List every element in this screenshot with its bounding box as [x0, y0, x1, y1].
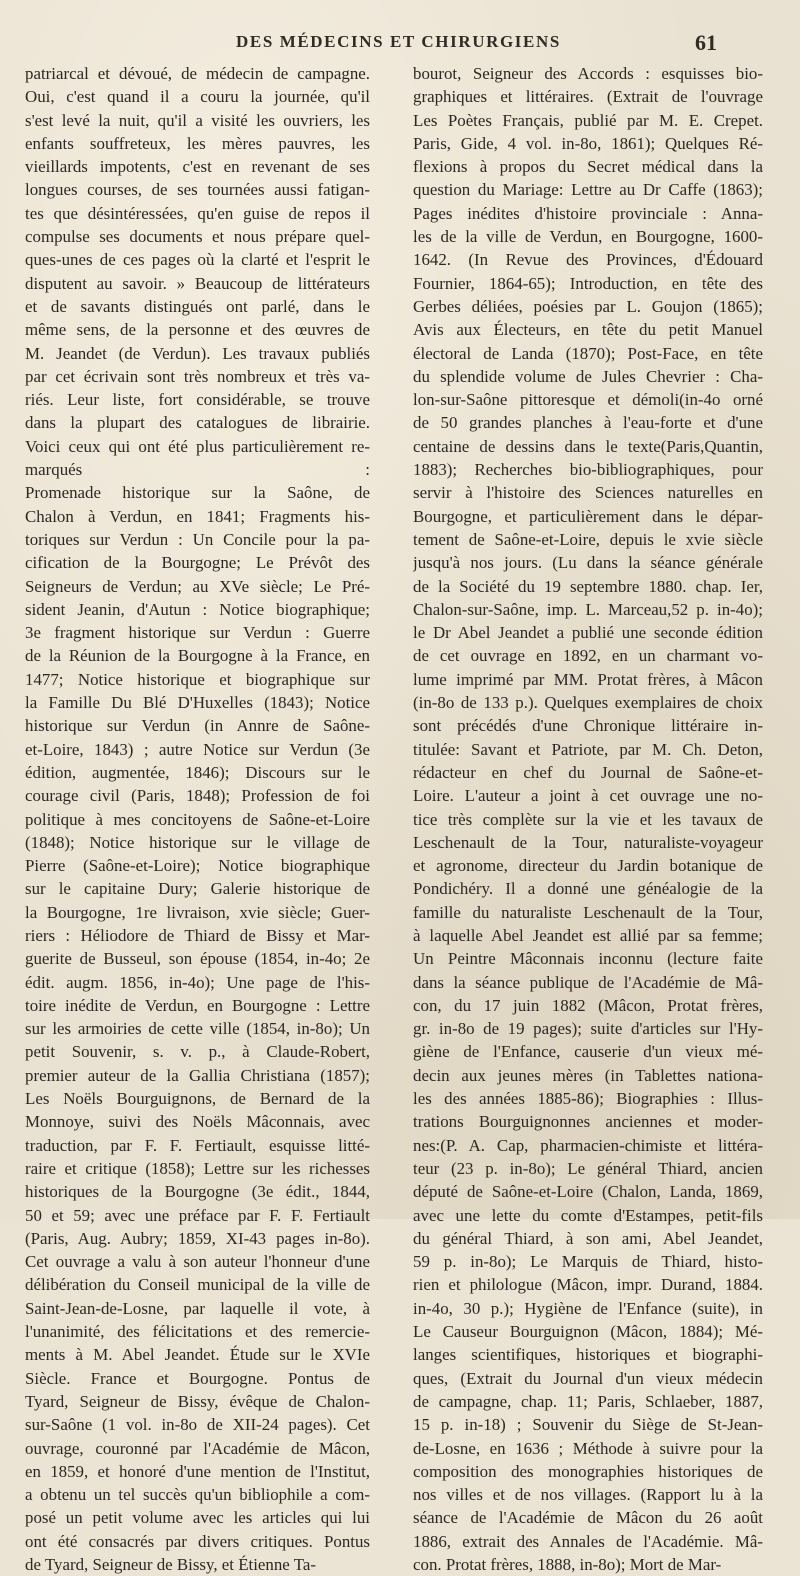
text-line: 1886, extrait des Annales de l'Académie. Mâ-: [413, 1531, 763, 1551]
text-line: 1883); Recherches bio-bibliographiques, pour: [413, 460, 763, 480]
text-line: Les Noëls Bourguignons, de Bernard de la: [25, 1089, 370, 1109]
text-line: Les Poètes Français, publié par M. E. Crepet.: [413, 110, 763, 130]
text-line: 3e fragment historique sur Verdun : Guerre: [25, 623, 370, 643]
text-line: Le Causeur Bourguignon (Mâcon, 1884); Mé-: [413, 1322, 763, 1342]
text-line: Pierre (Saône-et-Loire); Notice biographique: [25, 856, 370, 876]
text-line: de cet ouvrage en 1892, en un charmant vo-: [413, 646, 763, 666]
text-line: sident Jeanin, d'Autun : Notice biographique;: [25, 599, 370, 619]
text-line: premier auteur de la Gallia Christiana (1857);: [25, 1065, 370, 1085]
text-line: graphiques et littéraires. (Extrait de l'ouvrage: [413, 87, 763, 107]
text-line: Leschenault de la Tour, naturaliste-voyageur: [413, 832, 763, 852]
text-line: toriques sur Verdun : Un Concile pour la pa-: [25, 529, 370, 549]
text-line: ont été consacrés par divers critiques. Pontus: [25, 1531, 370, 1551]
text-line: tement de Saône-et-Loire, depuis le xvie siècle: [413, 529, 763, 549]
text-line: de la Réunion de la Bourgogne à la France, en: [25, 646, 370, 666]
text-line: in-4o, 30 p.); Hygiène de l'Enfance (suite), in: [413, 1298, 763, 1318]
text-line: les de la ville de Verdun, en Bourgogne, 1600-: [413, 227, 763, 247]
text-line: électoral de Landa (1870); Post-Face, en tête: [413, 343, 763, 363]
text-line: guerite de Busseul, son épouse (1854, in-4o; 2e: [25, 949, 370, 969]
text-line: Chalon-sur-Saône, imp. L. Marceau,52 p. in-4o);: [413, 599, 763, 619]
text-line: et agronome, directeur du Jardin botanique de: [413, 856, 763, 876]
text-line: composition des monographies historiques de: [413, 1461, 763, 1481]
text-line: du splendide volume de Jules Chevrier : Cha-: [413, 366, 763, 386]
text-line: (1848); Notice historique sur le village de: [25, 832, 370, 852]
text-line: Paris, Gide, 4 vol. in-8o, 1861); Quelques Ré-: [413, 133, 763, 153]
text-line: tice très complète sur la vie et les tavaux de: [413, 809, 763, 829]
text-line: par cet écrivain sont très nombreux et très va-: [25, 366, 370, 386]
text-line: les des années 1885-86); Biographies : Illus-: [413, 1089, 763, 1109]
text-line: flexions à propos du Secret médical dans la: [413, 157, 763, 177]
text-line: la Famille Du Blé D'Huxelles (1843); Notice: [25, 693, 370, 713]
text-line: langes scientifiques, historiques et biographi-: [413, 1345, 763, 1365]
text-line: dans la plupart des catalogues de librairie.: [25, 413, 370, 433]
text-line: Cet ouvrage a valu à son auteur l'honneur d'une: [25, 1252, 370, 1272]
text-line: sur les armoiries de cette ville (1854, in-8o); Un: [25, 1019, 370, 1039]
text-line: ments à M. Abel Jeandet. Étude sur le XVIe: [25, 1345, 370, 1365]
text-line: (in-8o de 133 p.). Quelques exemplaires de choix: [413, 693, 763, 713]
text-line: Monnoye, suivi des Noëls Mâconnais, avec: [25, 1112, 370, 1132]
text-line: posé un petit volume avec les articles qui lui: [25, 1508, 370, 1528]
text-line: édition, augmentée, 1846); Discours sur le: [25, 762, 370, 782]
text-line: compulse ses documents et nous prépare quel-: [25, 227, 370, 247]
text-line: Pages inédites d'histoire provinciale : Anna-: [413, 203, 763, 223]
text-line: disputent au savoir. » Beaucoup de littérateurs: [25, 273, 370, 293]
text-line: 59 p. in-8o); Le Marquis de Thiard, histo-: [413, 1252, 763, 1272]
text-line: longues courses, de ses tournées aussi fatigan-: [25, 180, 370, 200]
text-line: Avis aux Électeurs, en tête du petit Manuel: [413, 320, 763, 340]
text-line: traduction, par F. F. Fertiault, esquisse litté-: [25, 1135, 370, 1155]
text-line: jusqu'à nos jours. (Lu dans la séance générale: [413, 553, 763, 573]
text-line: enfants souffreteux, les mères pauvres, les: [25, 133, 370, 153]
page-number: 61: [695, 30, 717, 55]
text-line: de-Losne, en 1636 ; Méthode à suivre pour la: [413, 1438, 763, 1458]
text-line: Oui, c'est quand il a couru la journée, qu'il: [25, 87, 370, 107]
text-line: Un Peintre Mâconnais inconnu (lecture faite: [413, 949, 763, 969]
right-text-column: [413, 62, 763, 1576]
text-line: trations Bourguignonnes anciennes et moder-: [413, 1112, 763, 1132]
text-line: de campagne, chap. 11; Paris, Schlaeber, 1887,: [413, 1391, 763, 1411]
text-line: 1642. (In Revue des Provinces, d'Édouard: [413, 250, 763, 270]
text-line: Siècle. France et Bourgogne. Pontus de: [25, 1368, 370, 1388]
text-line: et-Loire, 1843) ; autre Notice sur Verdun (3e: [25, 739, 370, 759]
text-line: vieillards impotents, c'est en revenant de ses: [25, 157, 370, 177]
text-line: l'unanimité, des félicitations et des remercie-: [25, 1322, 370, 1342]
text-line: nos villes et de nos villages. (Rapport lu à la: [413, 1485, 763, 1505]
text-line: petit Souvenir, s. v. p., à Claude-Robert,: [25, 1042, 370, 1062]
text-line: lon-sur-Saône pittoresque et démoli(in-4o orné: [413, 390, 763, 410]
text-line: historique sur Verdun (in Annre de Saône-: [25, 716, 370, 736]
text-line: raire et critique (1858); Lettre sur les richesses: [25, 1158, 370, 1178]
text-line: le Dr Abel Jeandet a publié une seconde édition: [413, 623, 763, 643]
text-line: rien et philologue (Mâcon, impr. Durand, 1884.: [413, 1275, 763, 1295]
text-line: séance de l'Académie de Mâcon du 26 août: [413, 1508, 763, 1528]
text-line: tes que désintéressées, qu'en guise de repos il: [25, 203, 370, 223]
text-line: con. Protat frères, 1888, in-8o); Mort de Mar-: [413, 1555, 722, 1574]
text-line: lume imprimé par MM. Protat frères, à Mâcon: [413, 669, 763, 689]
text-line: gr. in-8o de 19 pages); suite d'articles sur l'Hy-: [413, 1019, 763, 1039]
text-line: de Tyard, Seigneur de Bissy, et Étienne Ta-: [25, 1555, 316, 1574]
text-line: Pondichéry. Il a donné une généalogie de la: [413, 879, 763, 899]
text-line: Tyard, Seigneur de Bissy, évêque de Chalon-: [25, 1391, 370, 1411]
text-line: la Bourgogne, 1re livraison, xvie siècle; Guer-: [25, 902, 370, 922]
text-line: de la Société du 19 septembre 1880. chap. Ier,: [413, 576, 763, 596]
text-line: cification de la Bourgogne; Le Prévôt des: [25, 553, 370, 573]
text-line: ques-unes de ces pages où la clarté et l'esprit le: [25, 250, 370, 270]
text-line: de 50 grandes planches à l'eau-forte et d'une: [413, 413, 763, 433]
running-head: DES MÉDECINS ET CHIRURGIENS: [236, 32, 561, 51]
text-line: édit. augm. 1856, in-4o); Une page de l'his-: [25, 972, 370, 992]
text-line: ques, (Extrait du Journal d'un vieux médecin: [413, 1368, 763, 1388]
text-line: servir à l'histoire des Sciences naturelles en: [413, 483, 763, 503]
text-line: Gerbes déliées, poésies par L. Goujon (1865);: [413, 296, 763, 316]
text-line: centaine de dessins dans le texte(Paris,Quantin,: [413, 436, 763, 456]
text-line: délibération du Conseil municipal de la ville de: [25, 1275, 370, 1295]
text-line: Voici ceux qui ont été plus particulièrement re-: [25, 436, 370, 456]
text-line: giène de l'Enfance, causerie d'un vieux mé-: [413, 1042, 763, 1062]
text-line: député de Saône-et-Loire (Chalon, Landa, 1869,: [413, 1182, 763, 1202]
text-line: toire inédite de Verdun, en Bourgogne : Lettre: [25, 995, 370, 1015]
text-line: question du Mariage: Lettre au Dr Caffe (1863);: [413, 180, 763, 200]
text-line: historiques de la Bourgogne (3e édit., 1844,: [25, 1182, 370, 1202]
text-line: sont précédés d'une Chronique littéraire in-: [413, 716, 763, 736]
text-line: famille du naturaliste Leschenault de la Tour,: [413, 902, 763, 922]
text-line: teur (23 p. in-8o); Le général Thiard, ancien: [413, 1158, 763, 1178]
text-line: riés. Leur liste, fort considérable, se trouve: [25, 390, 370, 410]
text-line: Promenade historique sur la Saône, de: [25, 483, 370, 503]
text-line: riers : Héliodore de Thiard de Bissy et Mar-: [25, 925, 370, 945]
text-line: a obtenu un tel succès qu'un bibliophile a com-: [25, 1485, 370, 1505]
text-line: M. Jeandet (de Verdun). Les travaux publiés: [25, 343, 370, 363]
text-line: 1477; Notice historique et biographique sur: [25, 669, 370, 689]
text-line: sur le capitaine Dury; Galerie historique de: [25, 879, 370, 899]
text-line: titulée: Savant et Patriote, par M. Ch. Deton,: [413, 739, 763, 759]
text-line: Saint-Jean-de-Losne, par laquelle il vote, à: [25, 1298, 370, 1318]
text-line: bourot, Seigneur des Accords : esquisses bio-: [413, 64, 763, 83]
page-header: [0, 30, 800, 60]
text-line: dans la séance publique de l'Académie de Mâ-: [413, 972, 763, 992]
text-line: en 1859, et honoré d'une mention de l'Institut,: [25, 1461, 370, 1481]
text-line: marqués :: [25, 460, 370, 480]
text-line: s'est levé la nuit, qu'il a visité les ouvriers, les: [25, 110, 370, 130]
text-line: et de savants distingués ont parlé, dans le: [25, 296, 370, 316]
left-text-column: [25, 62, 370, 1576]
text-line: Bourgogne, et particulièrement dans le dépar-: [413, 506, 763, 526]
text-line: Seigneurs de Verdun; au XVe siècle; Le Pré-: [25, 576, 370, 596]
text-line: Loire. L'auteur a joint à cet ouvrage une no-: [413, 786, 763, 806]
text-line: politique à mes concitoyens de Saône-et-Loire: [25, 809, 370, 829]
text-line: decin aux jeunes mères (in Tablettes nationa-: [413, 1065, 763, 1085]
text-line: nes:(P. A. Cap, pharmacien-chimiste et littéra-: [413, 1135, 763, 1155]
text-line: même sens, de la personne et des œuvres de: [25, 320, 370, 340]
text-line: Fournier, 1864-65); Introduction, en tête des: [413, 273, 763, 293]
text-line: courage civil (Paris, 1848); Profession de foi: [25, 786, 370, 806]
text-line: Chalon à Verdun, en 1841; Fragments his-: [25, 506, 370, 526]
text-line: 15 p. in-18) ; Souvenir du Siège de St-Jean-: [413, 1415, 763, 1435]
text-line: (Paris, Aug. Aubry; 1859, XI-43 pages in-8o).: [25, 1228, 370, 1248]
text-line: ouvrage, couronné par l'Académie de Mâcon,: [25, 1438, 370, 1458]
text-line: avec une lette du comte d'Estampes, petit-fils: [413, 1205, 763, 1225]
text-line: con, du 17 juin 1882 (Mâcon, Protat frères,: [413, 995, 763, 1015]
text-line: patriarcal et dévoué, de médecin de campagne.: [25, 64, 370, 83]
text-line: du général Thiard, à son ami, Abel Jeandet,: [413, 1228, 763, 1248]
text-line: à laquelle Abel Jeandet est allié par sa femme;: [413, 925, 763, 945]
text-line: 50 et 59; avec une préface par F. F. Fertiault: [25, 1205, 370, 1225]
text-line: sur-Saône (1 vol. in-8o de XII-24 pages). Cet: [25, 1415, 370, 1435]
text-line: rédacteur en chef du Journal de Saône-et-: [413, 762, 763, 782]
